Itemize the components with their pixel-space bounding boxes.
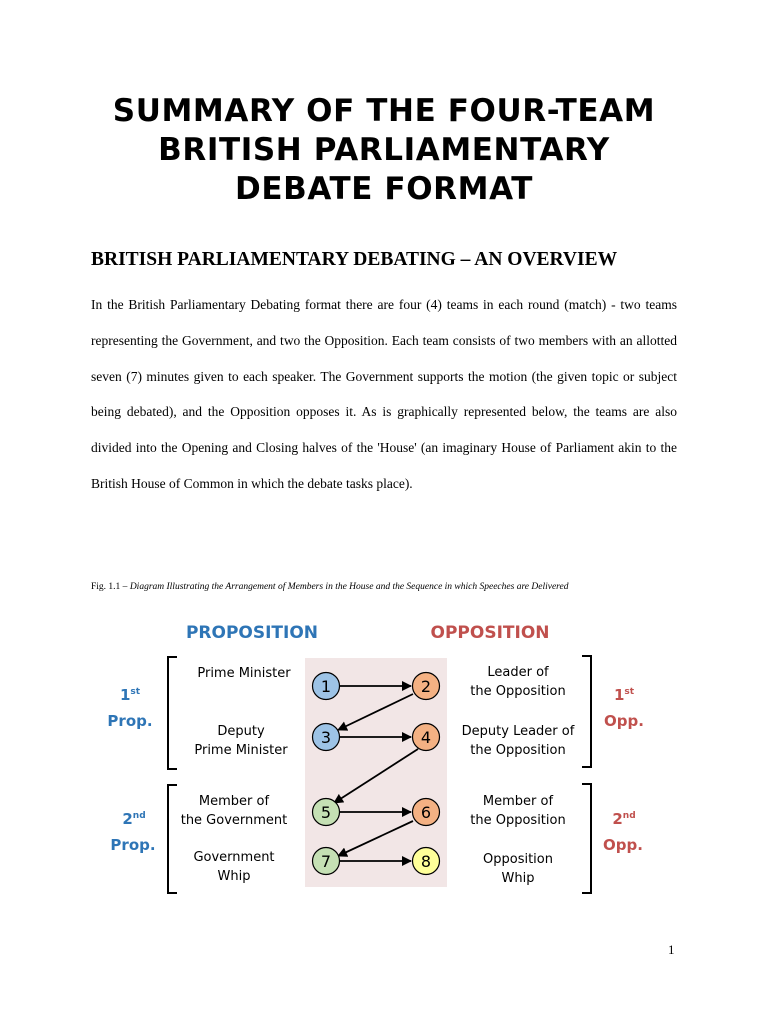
opp-bracket-1 (582, 656, 591, 767)
opp-group-1-label: Opp. (604, 712, 644, 730)
speaker-7 (313, 848, 340, 875)
svg-text:2: 2 (420, 677, 432, 696)
opp-group-2-ordinal: 2nd (612, 810, 636, 828)
title-line-1: SUMMARY OF THE FOUR-TEAM (112, 93, 656, 129)
speaker-6 (413, 799, 440, 826)
overview-paragraph: In the British Parliamentary Debating format there are four (4) teams in each round (match) - two teams representing the Government, and two the Opposition. Each team consists of two members with an allotted seven (7) minutes given to each speaker. The Government supports the motion (the given topic or subject being debated), and the Opposition opposes it. As is graphically represented below, the teams are also divided into the Opening and Closing halves of the 'House' (an imaginary House of Parliament akin to the British House of Common in which the debate tasks place). (91, 297, 677, 491)
prop-group-1 (107, 686, 152, 730)
role-government-whip: Government Whip (193, 850, 275, 884)
prop-group-1-ordinal: 1st (119, 686, 141, 704)
role-member-of-government: Member of the Government (180, 794, 288, 828)
opp-group-2 (603, 810, 643, 854)
role-opposition-whip: Opposition Whip (483, 852, 553, 886)
speaker-5 (313, 799, 340, 826)
svg-text:4: 4 (420, 728, 432, 747)
title-line-3: DEBATE FORMAT (234, 171, 534, 207)
speaker-2 (413, 673, 440, 700)
opposition-header: OPPOSITION (430, 623, 550, 643)
svg-text:7: 7 (320, 852, 332, 871)
caption-prefix: Fig. 1.1 – (91, 582, 130, 592)
svg-text:5: 5 (320, 803, 332, 822)
prop-bracket-2 (168, 785, 177, 893)
opp-group-2-label: Opp. (603, 836, 643, 854)
opp-group-1 (604, 686, 644, 730)
figure-caption (91, 580, 568, 594)
speaker-1 (313, 673, 340, 700)
svg-text:8: 8 (420, 852, 432, 871)
opp-group-1-ordinal: 1st (613, 686, 635, 704)
document-title (0, 92, 768, 209)
opp-bracket-2 (582, 784, 591, 893)
debate-diagram (0, 600, 768, 900)
prop-group-2 (110, 810, 155, 854)
speaker-8 (413, 848, 440, 875)
prop-bracket-1 (168, 657, 177, 769)
speaker-3 (313, 724, 340, 751)
role-deputy-leader-of-opposition: Deputy Leader of the Opposition (461, 724, 575, 758)
caption-text: Diagram Illustrating the Arrangement of Members in the House and the Sequence in which Speeches are Delivered (129, 582, 569, 592)
svg-text:6: 6 (420, 803, 432, 822)
prop-group-1-label: Prop. (107, 712, 153, 730)
prop-group-2-label: Prop. (110, 836, 156, 854)
svg-text:1: 1 (320, 677, 332, 696)
role-leader-of-opposition: Leader of the Opposition (470, 665, 566, 699)
page-number: 1 (668, 942, 675, 957)
proposition-header: PROPOSITION (185, 623, 319, 643)
role-prime-minister: Prime Minister (197, 666, 291, 681)
title-line-2: BRITISH PARLIAMENTARY (158, 132, 610, 168)
section-heading: BRITISH PARLIAMENTARY DEBATING – AN OVERVIEW (91, 249, 618, 270)
prop-group-2-ordinal: 2nd (122, 810, 146, 828)
role-member-of-opposition: Member of the Opposition (470, 794, 566, 828)
role-deputy-prime-minister: Deputy Prime Minister (194, 724, 288, 758)
speaker-4 (413, 724, 440, 751)
svg-text:3: 3 (320, 728, 332, 747)
